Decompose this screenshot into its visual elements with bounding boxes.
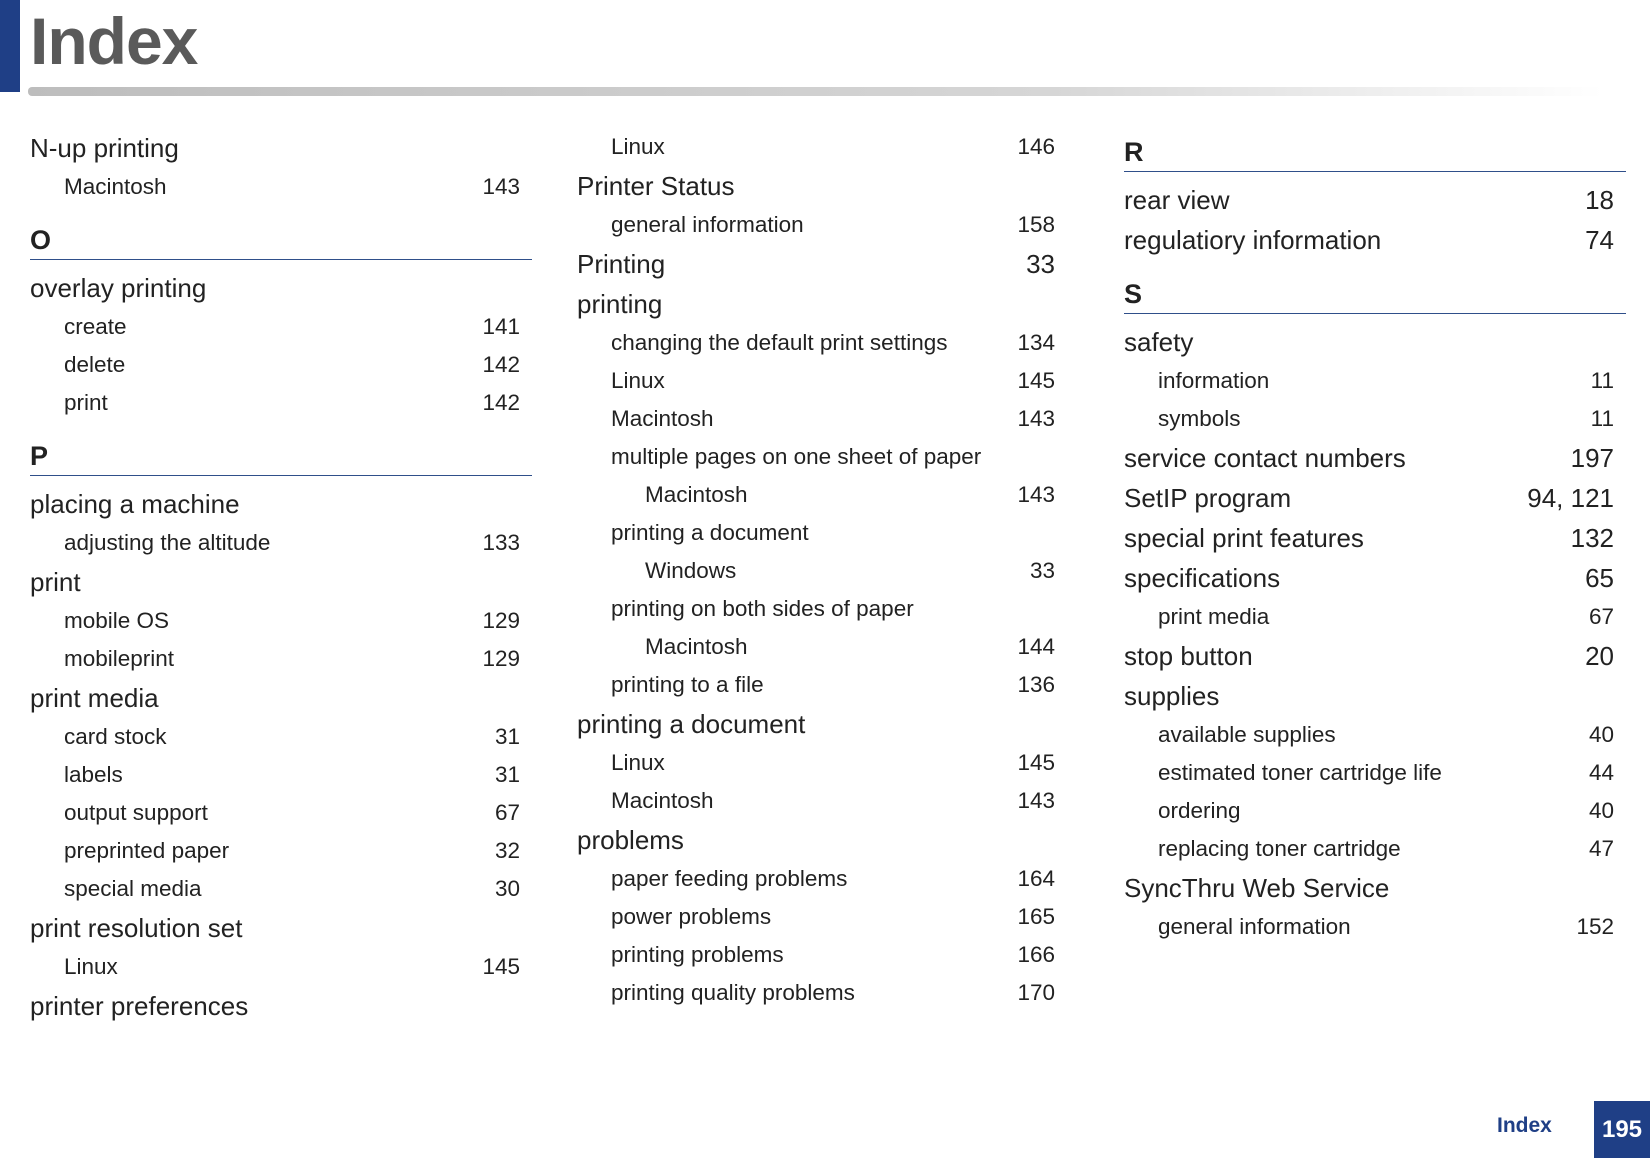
index-entry <box>30 986 532 1026</box>
entry-term: print media <box>30 683 159 713</box>
index-entry <box>1124 478 1626 518</box>
index-subentry <box>577 362 1067 400</box>
index-subentry <box>30 640 532 678</box>
index-subentry <box>577 782 1067 820</box>
index-subentry <box>30 948 532 986</box>
entry-page-number: 32 <box>494 838 520 863</box>
entry-page-number: 74 <box>1585 225 1614 255</box>
index-subentry <box>30 602 532 640</box>
entry-term: print <box>30 567 81 597</box>
entry-term: Macintosh <box>611 788 714 813</box>
entry-term: special print features <box>1124 523 1364 553</box>
page-title: Index <box>30 4 198 78</box>
entry-page-number: 136 <box>1017 672 1055 697</box>
index-subentry <box>1124 754 1626 792</box>
index-subentry <box>30 794 532 832</box>
index-subentry <box>577 974 1067 1012</box>
index-subentry <box>577 628 1067 666</box>
entry-term: ordering <box>1158 798 1241 823</box>
index-subentry <box>577 590 1067 628</box>
entry-term: placing a machine <box>30 489 240 519</box>
index-entry <box>1124 438 1626 478</box>
index-subentry <box>577 552 1067 590</box>
entry-term: Macintosh <box>645 482 748 507</box>
index-entry <box>1124 180 1626 220</box>
entry-page-number: 134 <box>1017 330 1055 355</box>
entry-term: mobile OS <box>64 608 170 633</box>
index-subentry <box>30 308 532 346</box>
entry-term: Windows <box>645 558 737 583</box>
section-letter-heading: S <box>1124 270 1626 314</box>
index-entry <box>577 284 1067 324</box>
entry-page-number: 94, 121 <box>1527 483 1614 513</box>
index-entry <box>1124 868 1626 908</box>
entry-term: estimated toner cartridge life <box>1158 760 1442 785</box>
entry-term: available supplies <box>1158 722 1336 747</box>
entry-page-number: 30 <box>494 876 520 901</box>
entry-page-number: 170 <box>1017 980 1055 1005</box>
page-number-badge: 195 <box>1594 1101 1650 1158</box>
entry-page-number: 31 <box>494 724 520 749</box>
index-entry <box>577 244 1067 284</box>
entry-term: supplies <box>1124 681 1220 711</box>
entry-page-number: 152 <box>1576 914 1614 939</box>
entry-term: mobileprint <box>64 646 175 671</box>
index-subentry <box>1124 792 1626 830</box>
index-entry <box>1124 322 1626 362</box>
entry-term: card stock <box>64 724 167 749</box>
entry-term: output support <box>64 800 208 825</box>
entry-term: rear view <box>1124 185 1230 215</box>
index-subentry <box>577 898 1067 936</box>
index-subentry <box>30 384 532 422</box>
entry-page-number: 143 <box>1017 406 1055 431</box>
index-subentry <box>30 346 532 384</box>
entry-term: safety <box>1124 327 1194 357</box>
entry-page-number: 143 <box>482 174 520 199</box>
index-subentry <box>577 476 1067 514</box>
entry-page-number: 40 <box>1588 798 1614 823</box>
entry-term: SetIP program <box>1124 483 1292 513</box>
entry-term: regulatiory information <box>1124 225 1382 255</box>
entry-term: power problems <box>611 904 772 929</box>
entry-page-number: 67 <box>1588 604 1614 629</box>
entry-page-number: 164 <box>1017 866 1055 891</box>
index-subentry <box>30 168 532 206</box>
entry-page-number: 65 <box>1585 563 1614 593</box>
index-subentry <box>577 936 1067 974</box>
entry-term: printing on both sides of paper <box>611 596 914 621</box>
index-entry <box>30 908 532 948</box>
index-subentry <box>577 514 1067 552</box>
entry-term: multiple pages on one sheet of paper <box>611 444 982 469</box>
index-subentry <box>30 524 532 562</box>
section-letter-heading: R <box>1124 128 1626 172</box>
entry-term: Linux <box>611 134 665 159</box>
entry-term: overlay printing <box>30 273 207 303</box>
entry-term: specifications <box>1124 563 1281 593</box>
entry-page-number: 20 <box>1585 641 1614 671</box>
entry-term: general information <box>611 212 804 237</box>
entry-term: service contact numbers <box>1124 443 1406 473</box>
entry-page-number: 133 <box>482 530 520 555</box>
entry-term: special media <box>64 876 202 901</box>
entry-page-number: 141 <box>482 314 520 339</box>
entry-page-number: 11 <box>1590 406 1614 431</box>
entry-term: Macintosh <box>645 634 748 659</box>
index-subentry <box>30 870 532 908</box>
entry-term: problems <box>577 825 684 855</box>
title-rule <box>28 87 1603 96</box>
header-accent-bar <box>0 0 20 92</box>
entry-page-number: 47 <box>1588 836 1614 861</box>
index-subentry <box>577 400 1067 438</box>
entry-term: printing a document <box>611 520 809 545</box>
entry-page-number: 132 <box>1570 523 1614 553</box>
entry-term: SyncThru Web Service <box>1124 873 1390 903</box>
entry-term: create <box>64 314 127 339</box>
entry-page-number: 158 <box>1017 212 1055 237</box>
index-subentry <box>1124 400 1626 438</box>
entry-page-number: 145 <box>482 954 520 979</box>
entry-term: printing <box>577 289 663 319</box>
index-entry <box>30 562 532 602</box>
entry-term: delete <box>64 352 126 377</box>
entry-term: printing quality problems <box>611 980 855 1005</box>
entry-term: print <box>64 390 108 415</box>
entry-page-number: 33 <box>1026 249 1055 279</box>
entry-page-number: 146 <box>1017 134 1055 159</box>
index-entry <box>1124 220 1626 260</box>
entry-term: stop button <box>1124 641 1253 671</box>
entry-page-number: 44 <box>1588 760 1614 785</box>
entry-term: Macintosh <box>64 174 167 199</box>
entry-term: Printing <box>577 249 666 279</box>
index-subentry <box>577 744 1067 782</box>
entry-page-number: 166 <box>1017 942 1055 967</box>
entry-term: Linux <box>611 368 665 393</box>
entry-page-number: 197 <box>1570 443 1614 473</box>
index-entry <box>577 820 1067 860</box>
entry-term: N-up printing <box>30 133 179 163</box>
index-entry <box>1124 518 1626 558</box>
index-subentry <box>30 718 532 756</box>
entry-term: labels <box>64 762 123 787</box>
entry-term: adjusting the altitude <box>64 530 271 555</box>
entry-page-number: 31 <box>494 762 520 787</box>
index-subentry <box>30 756 532 794</box>
index-entry <box>1124 636 1626 676</box>
entry-term: print media <box>1158 604 1270 629</box>
entry-page-number: 11 <box>1590 368 1614 393</box>
index-entry <box>30 268 532 308</box>
entry-page-number: 129 <box>482 608 520 633</box>
entry-term: symbols <box>1158 406 1241 431</box>
entry-term: Linux <box>64 954 118 979</box>
index-subentry <box>1124 716 1626 754</box>
entry-term: paper feeding problems <box>611 866 848 891</box>
index-subentry <box>577 860 1067 898</box>
index-subentry <box>1124 598 1626 636</box>
entry-term: Macintosh <box>611 406 714 431</box>
index-entry <box>1124 676 1626 716</box>
index-column-2 <box>577 128 1067 1012</box>
entry-page-number: 67 <box>494 800 520 825</box>
entry-term: printing to a file <box>611 672 764 697</box>
entry-page-number: 144 <box>1017 634 1055 659</box>
entry-term: print resolution set <box>30 913 243 943</box>
entry-page-number: 142 <box>482 352 520 377</box>
entry-page-number: 143 <box>1017 788 1055 813</box>
index-column-1 <box>30 128 532 1026</box>
entry-term: changing the default print settings <box>611 330 948 355</box>
section-letter-heading: P <box>30 432 532 476</box>
index-subentry <box>30 832 532 870</box>
entry-page-number: 18 <box>1585 185 1614 215</box>
index-column-3 <box>1124 128 1626 946</box>
index-entry <box>30 678 532 718</box>
index-entry <box>30 484 532 524</box>
index-subentry <box>577 666 1067 704</box>
entry-page-number: 143 <box>1017 482 1055 507</box>
index-entry <box>1124 558 1626 598</box>
entry-page-number: 129 <box>482 646 520 671</box>
entry-term: information <box>1158 368 1270 393</box>
index-subentry <box>1124 830 1626 868</box>
index-subentry <box>577 128 1067 166</box>
index-entry <box>577 704 1067 744</box>
entry-term: replacing toner cartridge <box>1158 836 1401 861</box>
entry-term: Linux <box>611 750 665 775</box>
index-subentry <box>577 206 1067 244</box>
index-subentry <box>1124 908 1626 946</box>
entry-page-number: 165 <box>1017 904 1055 929</box>
index-entry <box>577 166 1067 206</box>
entry-term: printing a document <box>577 709 806 739</box>
footer-section-label: Index <box>1497 1114 1552 1137</box>
entry-term: Printer Status <box>577 171 735 201</box>
index-subentry <box>577 438 1067 476</box>
entry-page-number: 142 <box>482 390 520 415</box>
entry-page-number: 40 <box>1588 722 1614 747</box>
index-entry <box>30 128 532 168</box>
entry-page-number: 145 <box>1017 368 1055 393</box>
entry-term: printer preferences <box>30 991 249 1021</box>
entry-page-number: 145 <box>1017 750 1055 775</box>
entry-term: printing problems <box>611 942 784 967</box>
entry-page-number: 33 <box>1029 558 1055 583</box>
section-letter-heading: O <box>30 216 532 260</box>
entry-term: general information <box>1158 914 1351 939</box>
entry-term: preprinted paper <box>64 838 230 863</box>
index-subentry <box>1124 362 1626 400</box>
index-subentry <box>577 324 1067 362</box>
